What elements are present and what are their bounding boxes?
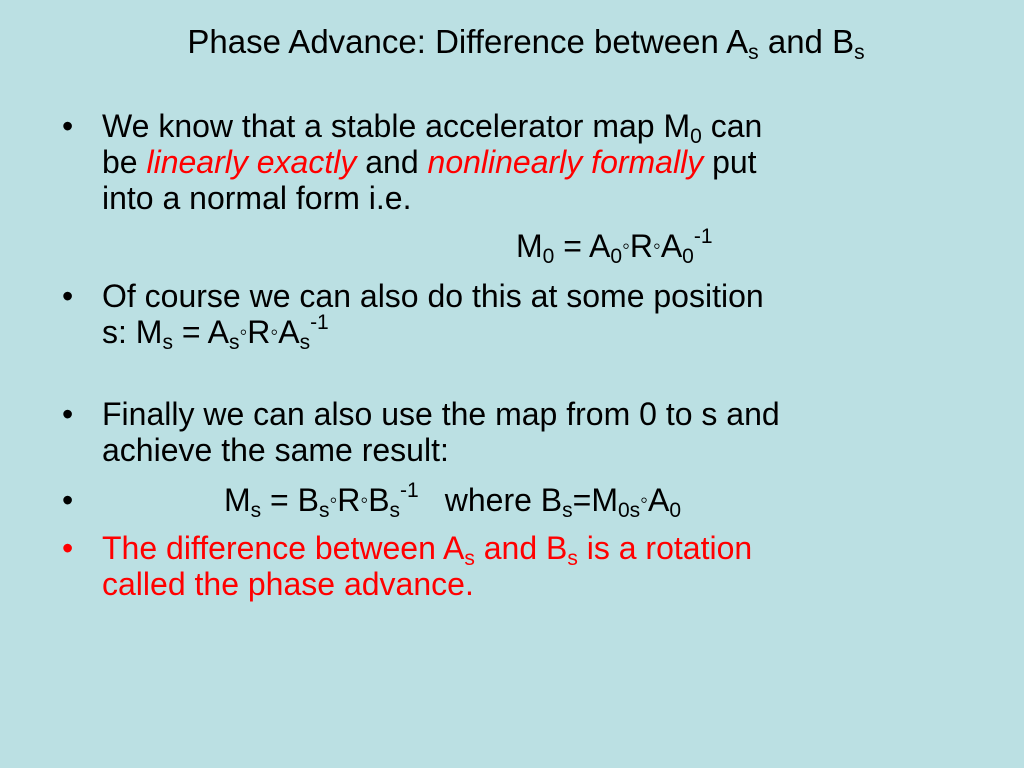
subscript: 0 — [690, 125, 702, 148]
text: and — [356, 144, 428, 180]
title-subscript: s — [748, 41, 759, 64]
subscript: s — [464, 547, 475, 570]
text: be — [102, 144, 147, 180]
bullet-marker: • — [62, 482, 74, 518]
symbol: M — [224, 482, 251, 518]
symbol: = A — [172, 314, 229, 350]
bullet-2-line-1: Of course we can also do this at some position — [102, 278, 764, 314]
symbol: = B — [261, 482, 319, 518]
symbol: A — [660, 228, 683, 264]
bullet-marker: • — [62, 396, 74, 432]
bullet-3-line-1: Finally we can also use the map from 0 to s and — [102, 396, 780, 432]
symbol: B — [368, 482, 390, 518]
subscript: s — [162, 331, 173, 354]
superscript: -1 — [693, 225, 713, 248]
subscript: s — [389, 499, 401, 522]
text: can — [701, 108, 763, 144]
symbol: A — [278, 314, 300, 350]
symbol: =M — [572, 482, 618, 518]
compose-operator: ◦ — [270, 319, 279, 344]
subscript: s — [318, 499, 330, 522]
bullet-marker: • — [62, 278, 74, 314]
text: s: M — [102, 314, 163, 350]
symbol: R — [337, 482, 361, 518]
text: We know that a stable accelerator map M — [102, 108, 691, 144]
compose-operator: ◦ — [239, 319, 248, 344]
bullet-3-line-2: achieve the same result: — [102, 432, 449, 468]
subscript: s — [299, 331, 311, 354]
symbol: A — [647, 482, 670, 518]
compose-operator: ◦ — [329, 487, 338, 512]
symbol: M — [516, 228, 543, 264]
subscript: 0 — [669, 499, 681, 522]
emphasis-nonlinearly-formally: nonlinearly formally — [427, 144, 704, 180]
subscript: s — [562, 499, 573, 522]
text: is a rotation — [577, 530, 753, 566]
bullet-1-line-1 — [102, 108, 763, 148]
title-text-and: and B — [758, 23, 855, 60]
compose-operator: ◦ — [653, 233, 661, 258]
bullet-1-line-3: into a normal form i.e. — [102, 180, 412, 216]
text: where B — [444, 482, 563, 518]
text: and B — [474, 530, 568, 566]
bullet-marker: • — [62, 530, 74, 566]
bullet-5-line-1 — [102, 530, 753, 570]
bullet-2-line-2 — [102, 311, 329, 354]
subscript: s — [567, 547, 578, 570]
title-text: Phase Advance: Difference between A — [187, 23, 749, 60]
symbol: R — [629, 228, 653, 264]
compose-operator: ◦ — [360, 487, 369, 512]
subscript: s — [228, 331, 240, 354]
symbol: R — [247, 314, 271, 350]
bullet-1-line-2 — [102, 144, 757, 180]
superscript: -1 — [310, 311, 329, 334]
subscript: 0 — [682, 245, 694, 268]
equation-normal-form — [516, 225, 713, 268]
bullet-5-line-2: called the phase advance. — [102, 566, 474, 602]
subscript: 0 — [610, 245, 623, 268]
compose-operator: ◦ — [640, 487, 648, 512]
text: The difference between A — [102, 530, 465, 566]
bullet-marker: • — [62, 108, 74, 144]
symbol: = A — [554, 228, 611, 264]
superscript: -1 — [400, 479, 419, 502]
text: put — [703, 144, 757, 180]
equation-phase-map — [224, 479, 681, 522]
compose-operator: ◦ — [622, 233, 630, 258]
subscript: 0s — [617, 499, 641, 522]
emphasis-linearly-exactly: linearly exactly — [146, 144, 357, 180]
title-subscript: s — [854, 41, 865, 64]
subscript: s — [250, 499, 262, 522]
subscript: 0 — [542, 245, 555, 268]
